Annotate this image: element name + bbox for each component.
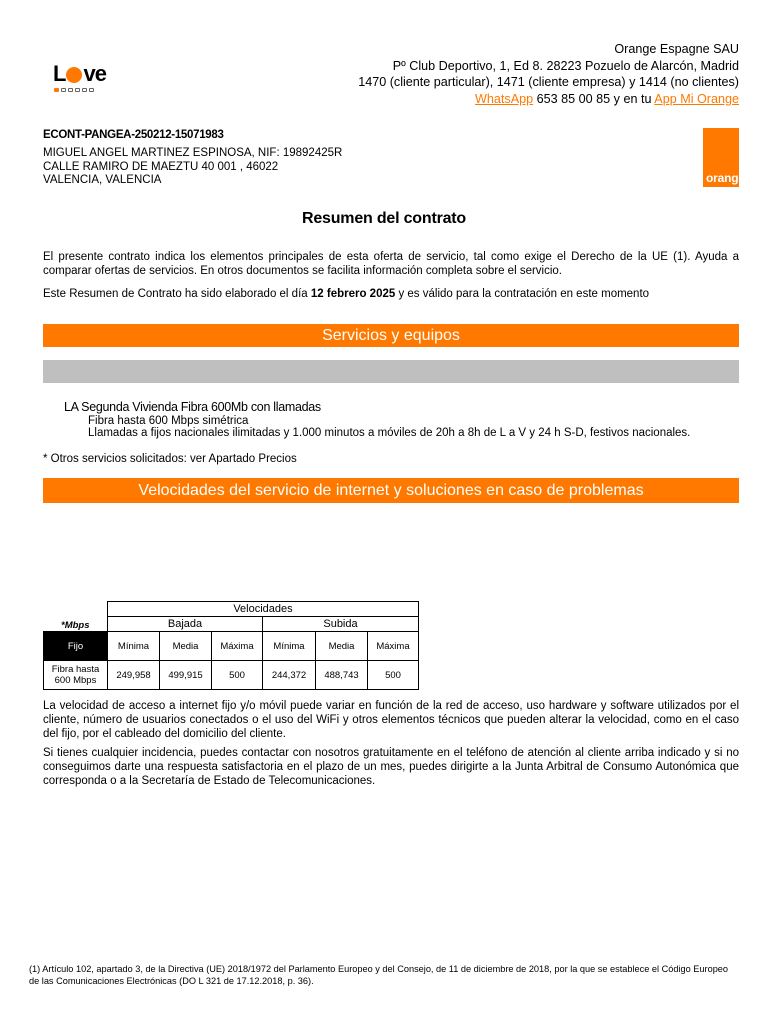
contract-id: ECONT-PANGEA-250212-15071983 <box>43 129 224 141</box>
client-block <box>43 147 342 188</box>
brand-text: orange™ <box>706 171 750 185</box>
client-city: VALENCIA, VALENCIA <box>43 174 162 186</box>
speed-cell: 500 <box>212 661 263 690</box>
company-phones: 1470 (cliente particular), 1471 (cliente empresa) y 1414 (no clientes) <box>358 75 739 89</box>
whatsapp-text: 653 85 00 85 y en tu <box>533 91 655 106</box>
speed-cell: 500 <box>368 661 419 690</box>
unit-label: *Mbps <box>61 620 90 631</box>
speed-cell: 499,915 <box>160 661 212 690</box>
speed-paragraph: La velocidad de acceso a internet fijo y/o móvil puede variar en función de la red de acceso, uso hardware y software utilizados por el cliente, número de usuarios conectados o el uso del WiFi y otros elementos técnicos que pueden alterar la velocidad, como en el caso del fijo, por el cableado del domicilio del cliente. <box>43 700 739 740</box>
service-detail-fiber: Fibra hasta 600 Mbps simétrica <box>88 415 249 427</box>
logo-device-icons <box>54 88 113 92</box>
whatsapp-link[interactable]: WhatsApp <box>475 91 534 106</box>
grey-band <box>43 360 739 383</box>
footnote: (1) Artículo 102, apartado 3, de la Directiva (UE) 2018/1972 del Parlamento Europeo y del Consejo, de 11 de diciembre de 2018, por la que se establece el Código Europeo de las Comunicaciones Electrónicas (DO L 321 de 17.12.2018, p. 36). <box>29 964 729 986</box>
app-mi-orange-link[interactable]: App Mi Orange <box>654 91 739 106</box>
company-contact-line <box>358 91 739 108</box>
logo-heart-o <box>66 67 82 83</box>
date-paragraph <box>43 287 739 301</box>
company-name: Orange Espagne SAU <box>614 42 739 56</box>
col-header: Mínima <box>108 632 160 661</box>
client-street: CALLE RAMIRO DE MAEZTU 40 001 , 46022 <box>43 160 279 173</box>
speed-cell: 244,372 <box>263 661 316 690</box>
row-label: Fibra hasta 600 Mbps <box>44 661 108 690</box>
incident-paragraph: Si tienes cualquier incidencia, puedes contactar con nosotros gratuitamente en el teléfono de atención al cliente arriba indicado y si no conseguimos darte una respuesta satisfactoria en el plazo de un mes, puedes dirigirte a la Junta Arbitral de Consumo Autonómica que corresponda o a la Secretaría de Estado de Telecomunicaciones. <box>43 747 739 787</box>
logo-letters-ve: ve <box>83 61 106 86</box>
client-name: MIGUEL ANGEL MARTINEZ ESPINOSA, NIF: 19892425R <box>43 147 343 159</box>
speed-cell: 488,743 <box>316 661 368 690</box>
speed-table <box>43 601 419 690</box>
row-header-fijo: Fijo <box>44 632 108 661</box>
date-text-after: y es válido para la contratación en este momento <box>395 288 650 300</box>
intro-paragraph: El presente contrato indica los elementos principales de esta oferta de servicio, tal como exige el Derecho de la UE (1). Ayuda a comparar ofertas de servicios. En otros documentos se facilita información completa sobre el servicio. <box>43 251 739 277</box>
col-header: Media <box>316 632 368 661</box>
section-services-header: Servicios y equipos <box>43 324 739 347</box>
date-text-before: Este Resumen de Contrato ha sido elaborado el día <box>43 288 311 300</box>
company-address: Pº Club Deportivo, 1, Ed 8. 28223 Pozuelo de Alarcón, Madrid <box>392 58 739 73</box>
speed-cell: 249,958 <box>108 661 160 690</box>
love-logo <box>53 63 113 97</box>
page-title: Resumen del contrato <box>301 210 467 227</box>
col-header: Máxima <box>368 632 419 661</box>
velocidades-header: Velocidades <box>108 602 419 617</box>
col-header: Máxima <box>212 632 263 661</box>
other-services-note: * Otros servicios solicitados: ver Apartado Precios <box>43 453 297 465</box>
service-detail-calls: Llamadas a fijos nacionales ilimitadas y 1.000 minutos a móviles de 20h a 8h de L a V y 24 h S-D, festivos nacionales. <box>88 427 691 439</box>
orange-brand-logo <box>703 128 750 187</box>
company-header <box>358 41 739 107</box>
col-header: Media <box>160 632 212 661</box>
section-speeds-header: Velocidades del servicio de internet y soluciones en caso de problemas <box>43 478 739 503</box>
download-header: Bajada <box>108 617 263 632</box>
col-header: Mínima <box>263 632 316 661</box>
service-name: LA Segunda Vivienda Fibra 600Mb con llamadas <box>64 400 321 414</box>
logo-letter-l: L <box>53 61 66 86</box>
contract-date: 12 febrero 2025 <box>310 288 396 300</box>
upload-header: Subida <box>263 617 419 632</box>
